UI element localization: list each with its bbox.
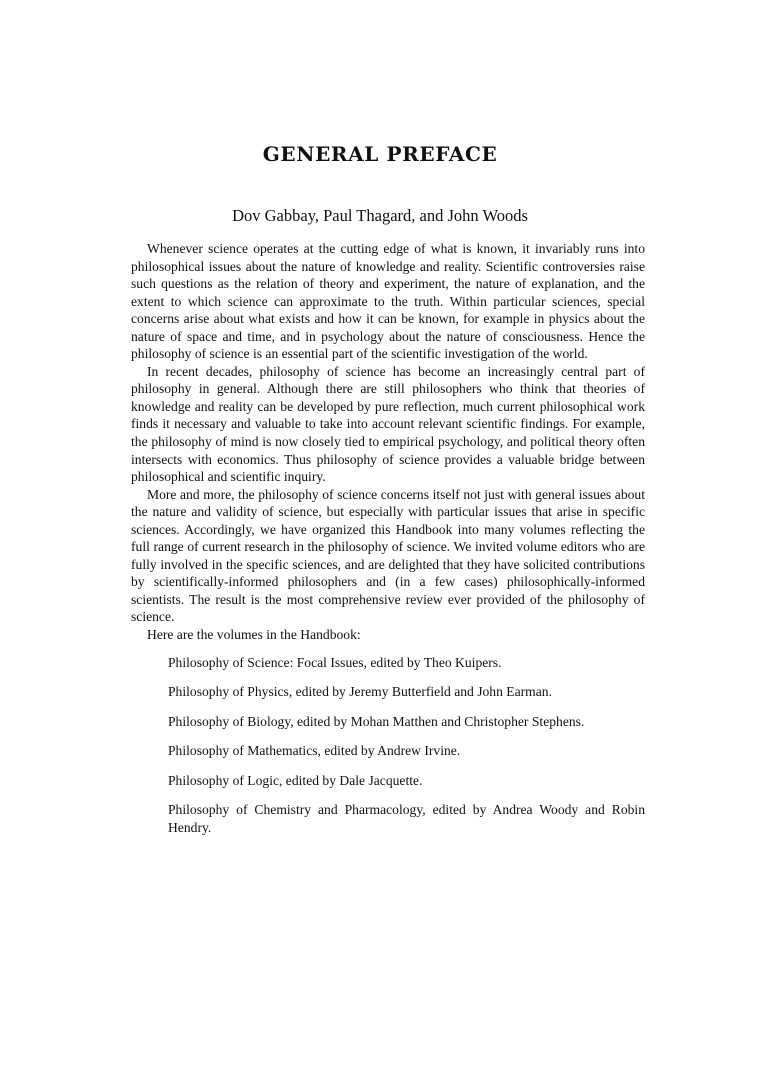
volume-item: Philosophy of Logic, edited by Dale Jacquette. (168, 772, 423, 788)
volume-item: Philosophy of Biology, edited by Mohan Matthen and Christopher Stephens. (168, 713, 585, 729)
volume-item: Philosophy of Science: Focal Issues, edited by Theo Kuipers. (168, 654, 502, 670)
paragraph-2: In recent decades, philosophy of science has become an increasingly central part of philosophy in general. Although there are still philosophers who think that theories of knowledge and reality can be developed by pure reflection, much current philosophical work finds it necessary and valuable to take into account relevant scientific findings. For example, the philosophy of mind is now closely tied to empirical psychology, and political theory often intersects with economics. Thus philosophy of science provides a valuable bridge between philosophical and scientific inquiry. (131, 363, 645, 485)
page-title: GENERAL PREFACE (262, 142, 498, 166)
paragraph-1: Whenever science operates at the cutting edge of what is known, it invariably runs into philosophical issues about the nature of knowledge and reality. Scientific controversies raise such questions as the relation of theory and experiment, the nature of explanation, and the extent to which science can approximate to the truth. Within particular sciences, special concerns arise about what exists and how it can be known, for example in physics about the nature of space and time, and in psychology about the nature of consciousness. Hence the philosophy of science is an essential part of the scientific investigation of the world. (131, 241, 645, 362)
volume-item: Philosophy of Chemistry and Pharmacology, edited by Andrea Woody and Robin Hendry. (168, 802, 645, 835)
volume-item: Philosophy of Physics, edited by Jeremy Butterfield and John Earman. (168, 684, 552, 700)
volume-item: Philosophy of Mathematics, edited by Andrew Irvine. (168, 743, 461, 759)
preface-body (131, 240, 645, 848)
paragraph-3: More and more, the philosophy of science concerns itself not just with general issues about the nature and validity of science, but especially with particular issues that arise in specific sciences. Accordingly, we have organized this Handbook into many volumes reflecting the full range of current research in the philosophy of science. We invited volume editors who are fully involved in the specific sciences, and are delighted that they have solicited contributions by scientifically-informed philosophers and (in a few cases) philosophically-informed scientists. The result is the most comprehensive review ever provided of the philosophy of science. (131, 486, 645, 625)
volume-list (131, 654, 645, 837)
authors-line: Dov Gabbay, Paul Thagard, and John Woods (232, 206, 528, 225)
paragraph-4: Here are the volumes in the Handbook: (147, 627, 361, 643)
